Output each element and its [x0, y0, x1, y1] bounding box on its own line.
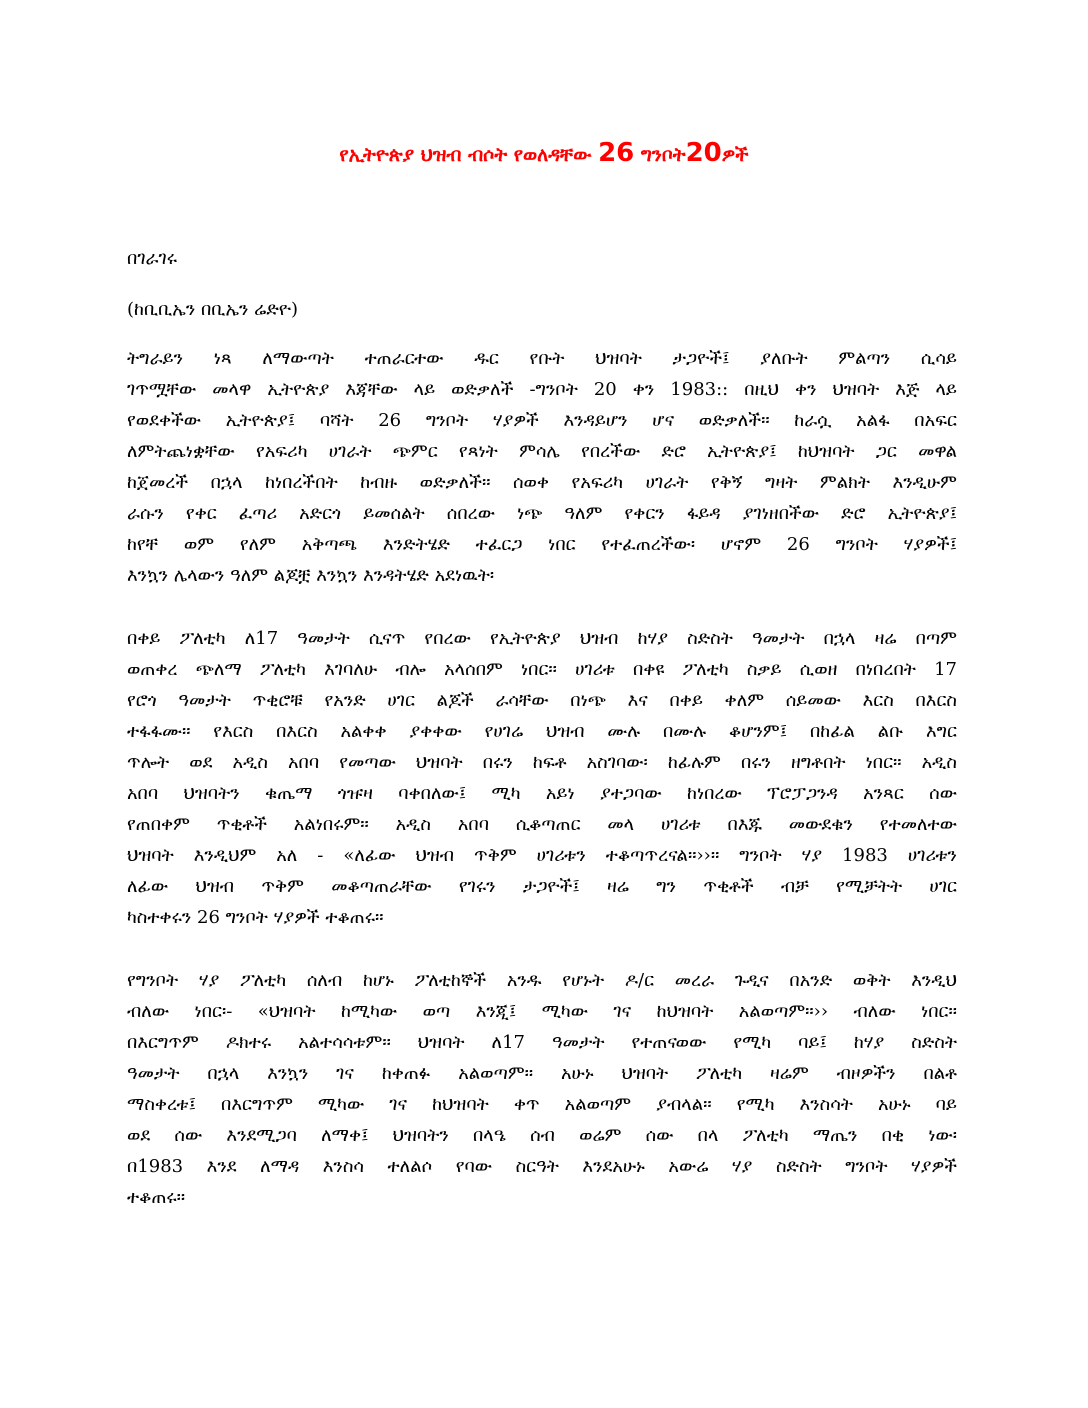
paragraph-line: ከየቸ ወም የለም አቅጣጫ እንድትሄድ ተፈርጋ ነበር የተፈጠረችው፡ ሆኖም 26 ግንቦት ሃያዎች፤	[127, 534, 957, 555]
title-text-middle: ግንቦት	[634, 144, 686, 166]
paragraph-line: ጥሎት ወደ አዲስ አበባ የመጣው ህዝባት በሩን ከፍቶ አስገባው፡ ከፊሉም በሩን ዘግቶበት ነበር፡፡ አዲስ	[127, 752, 957, 773]
paragraph-line: ለምትጨነቋቸው የአፍሪካ ሀገራት ጭምር የጻነት ምሳሌ የበረችው ድሮ ኢትዮጵያ፤ ከህዝባት ጋር መዋል	[127, 441, 957, 462]
paragraph-line: በ1983 እንደ ለማዳ እንስሳ ተለልሶ የባው ስርዓት እንደአሁኑ አውሬ ሃያ ስድስት ግንቦት ሃያዎች	[127, 1156, 957, 1177]
paragraph-line: ራሱን የቀር ፈጣሪ አድርጎ ይመሰልት ሰበረው ነጭ ዓለም የቀርን ፋይዳ ያገነዘበችው ድሮ ኢትዮጵያ፤	[127, 503, 957, 524]
paragraph-line: በእርግጥም ዶክተሩ አልተሳሳቱም፡፡ ህዝባት ለ17 ዓመታት የተጠናወው የሚካ ባይ፤ ከሃያ ስድስት	[127, 1032, 957, 1053]
paragraph-line: የወደቀችው ኢትዮጵያ፤ ባሻት 26 ግንቦት ሃያዎች እንዳይሆን ሆና ወድቃለች፡፡ ከራሷ አልፋ በአፍር	[127, 410, 957, 431]
paragraph-line: እንኳን ሌላውን ዓለም ልጆቿ እንኳን እንዳትሄድ አደነዉት፡	[127, 565, 495, 586]
paragraph-line: ማስቀረቱ፤ በእርግጥም ሚካው ገና ከህዝባት ቀጥ አልወጣም ያብላል፡፡ የሚካ እንስሳት አሁኑ ባይ	[127, 1094, 957, 1115]
paragraph-line: ከጀመረች በኋላ ከነበረችበት ከብዙ ወድቃለች፡፡ ሰወቀ የአፍሪካ ሀገራት የቅኝ ግዛት ምልክት እንዲሁም	[127, 472, 957, 493]
paragraph-line: ካስተቀሩን 26 ግንቦት ሃያዎች ተቆጠሩ፡፡	[127, 907, 384, 928]
paragraph-line: ዓመታት በኋላ እንኳን ገና ከቀጠፉ አልወጣም፡፡ አሁኑ ህዝባት ፖለቲካ ዛሬም ብዞዎችን በልቶ	[127, 1063, 957, 1084]
document-title	[0, 138, 1088, 168]
title-number-26: 26	[598, 138, 635, 168]
title-text-start: የኢትዮጵያ ህዝብ ብሶት የወለዳቸው	[339, 144, 599, 166]
paragraph-line: ወደ ሰው እንደሚጋባ ለማቀ፤ ህዝባትን በላዔ ሰብ ወሬም ሰው በላ ፖለቲካ ማጤን በቂ ነው፡	[127, 1125, 957, 1146]
paragraph-line: ህዝባት እንዲህም አለ - «ለፊው ህዝብ ጥቅም ሀገሪቱን ተቆጣጥረናል፡፡››፡፡ ግንቦት ሃያ 1983 ሀገሪቱን	[127, 845, 957, 866]
paragraph-line: የሮጎ ዓመታት ጥቂሮቹ የአንድ ሀገር ልጆች ራሳቸው በነጭ እና በቀይ ቀለም ሰይመው እርስ በእርስ	[127, 690, 957, 711]
paragraph-line: በቀይ ፖለቲካ ለ17 ዓመታት ሲናጥ የበረው የኢትዮጵያ ህዝብ ከሃያ ስድስት ዓመታት በኋላ ዛሬ በጣም	[127, 628, 957, 649]
paragraph-line: ለፊው ህዝብ ጥቅም መቆጣጠራቸው የገሩን ታጋዮች፤ ዛሬ ግን ጥቂቶች ብቻ የሚቻትት ሀገር	[127, 876, 957, 897]
paragraph-line: ብለው ነበር፡- «ህዝባት ከሚካው ወጣ እንጂ፤ ሚካው ገና ከህዝባት አልወጣም፡፡›› ብለው ነበር፡፡	[127, 1001, 957, 1022]
title-text-end: ዎች	[721, 144, 749, 166]
title-number-20: 20	[685, 138, 722, 168]
paragraph-line: አበባ ህዝባትን ቁጤማ ጎዡዛ ባቀበለው፤ ሚካ አይነ ያተጋባው ከነበረው ፕሮፓጋንዳ አንጻር ሰው	[127, 783, 957, 804]
paragraph-line: ወጠቀረ ጭለማ ፖለቲካ እገባለሁ ብሎ አላሰበም ነበር፡፡ ሀገሪቱ በቀዩ ፖለቲካ ስቃይ ሲወዘ በነበረበት 17	[127, 659, 957, 680]
paragraph-line: የጠበቀም ጥቂቶች አልነበሩም፡፡ አዲስ አበባ ሲቆጣጠር መላ ሀገሪቱ በእጁ መውደቁን የተመለተው	[127, 814, 957, 835]
paragraph-line: ትግራይን ነጻ ለማውጣት ተጠራርተው ዱር የቡት ህዝባት ታጋዮች፤ ያለቡት ምልጣን ሲሳይ	[127, 348, 957, 369]
byline: በገራገሩ	[127, 248, 177, 269]
paragraph-line: ተቆጠሩ፡፡	[127, 1187, 186, 1208]
source-note: (ከቢቢኤን በቢኤን ሬድዮ)	[127, 299, 298, 320]
paragraph-line: ገጥሟቸው መላዋ ኢትዮጵያ እጃቸው ላይ ወድቃለች -ግንቦት 20 ቀን 1983:: በዚህ ቀን ህዝባት እጅ ላይ	[127, 379, 957, 400]
paragraph-line: የግንቦት ሃያ ፖለቲካ ሰለብ ከሆኑ ፖለቲከኞች አንዱ የሆኑት ዶ/ር መረራ ጉዲና በአንድ ወቅት እንዲህ	[127, 970, 957, 991]
paragraph-line: ተፋፋሙ፡፡ የእርስ በእርስ አልቀቀ ያቀቀው የሀገሬ ህዝብ ሙሉ በሙሉ ቆሆንም፤ በከፊል ልቡ እግር	[127, 721, 957, 742]
